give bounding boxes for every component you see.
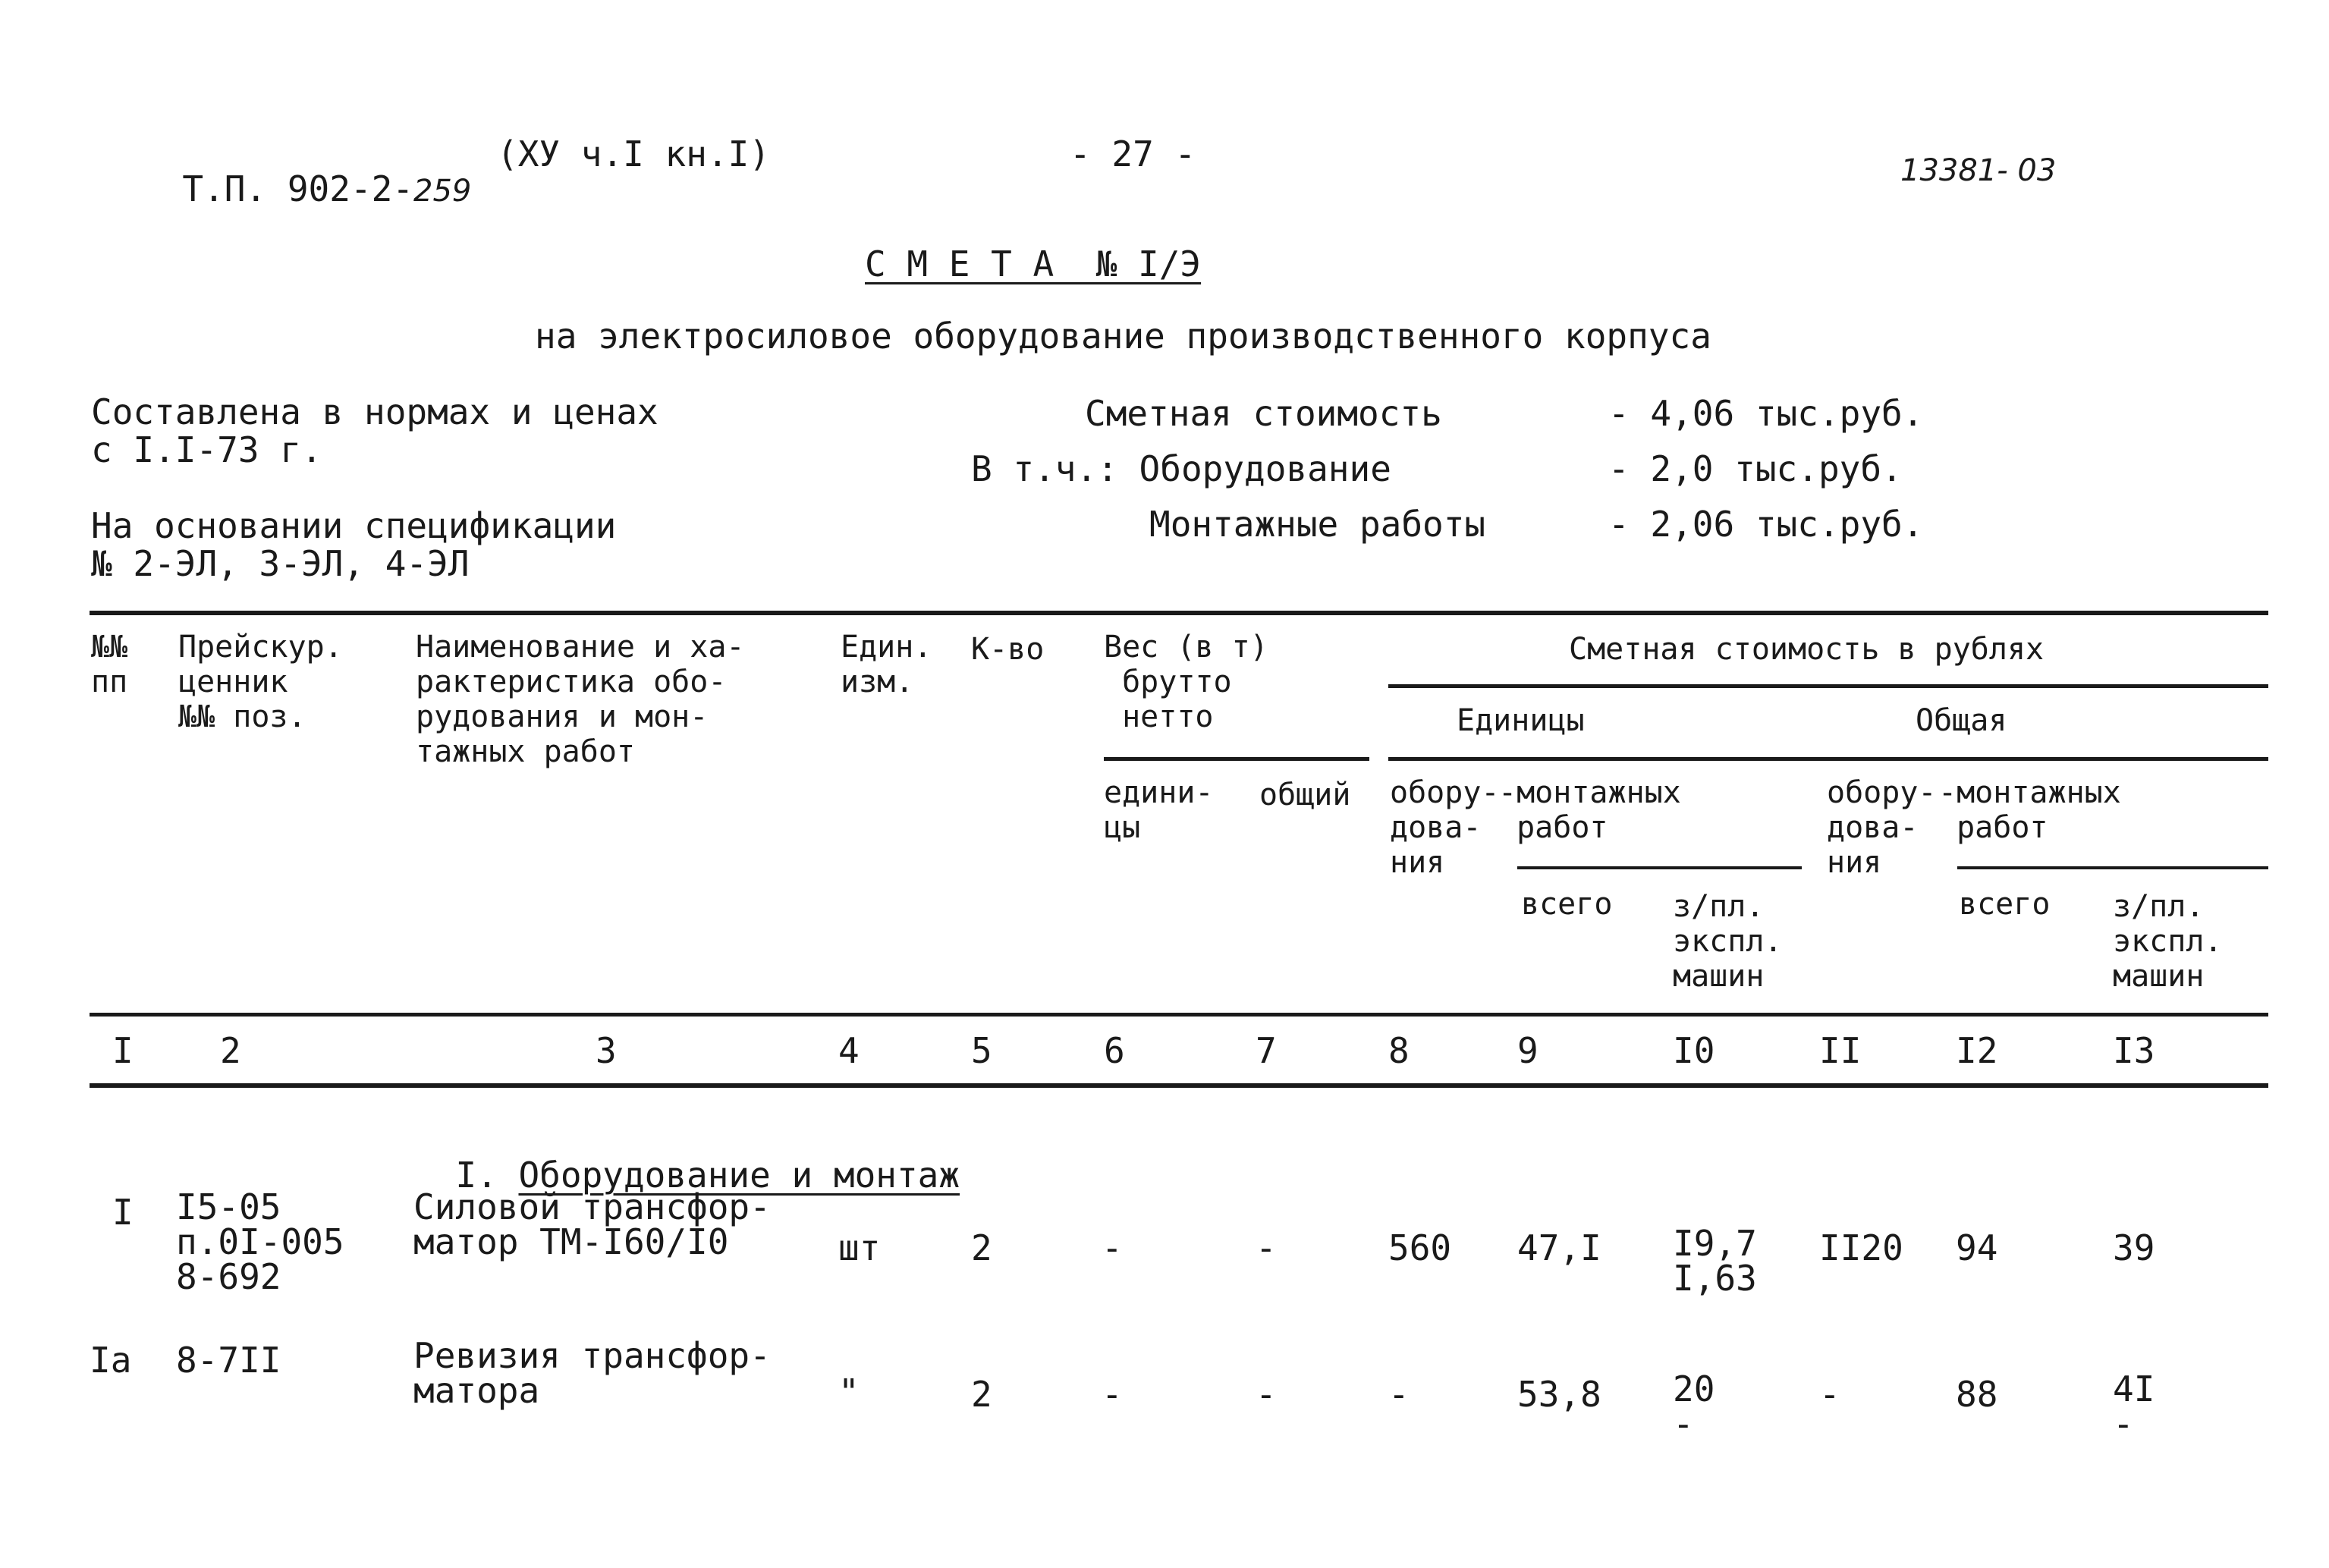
row-1-number: I — [112, 1192, 134, 1233]
header-unit-all: всего — [1521, 887, 1613, 922]
row-1a-unit-equipment: - — [1388, 1374, 1410, 1415]
header-unit-equipment: обору- дова- ния — [1390, 775, 1500, 880]
column-number: I0 — [1673, 1030, 1715, 1071]
compiled-norms: Составлена в нормах и ценах с I.I-73 г. — [91, 391, 658, 470]
row-1a-description: Ревизия трансфор- матора — [413, 1335, 771, 1411]
row-1-quantity: 2 — [971, 1227, 992, 1268]
header-cost-group: Сметная стоимость в рублях — [1569, 632, 2045, 667]
column-number: I2 — [1956, 1030, 1998, 1071]
unit-total-rule — [1388, 757, 2268, 761]
header-quantity: К-во — [971, 632, 1045, 667]
column-number: I3 — [2113, 1030, 2155, 1071]
column-number: I — [112, 1030, 134, 1071]
row-1a-total-wages: 4I - — [2113, 1368, 2155, 1444]
estimate-title: С М Е Т А № I/Э — [865, 244, 1202, 284]
installation-label: Монтажные работы — [1149, 504, 1486, 545]
row-1-total-equipment: II20 — [1819, 1227, 1903, 1268]
install-rule-total — [1957, 866, 2268, 869]
estimate-subtitle: на электросиловое оборудование производственного корпуса — [535, 316, 1711, 357]
header-weight: Вес (в т) брутто нетто — [1104, 630, 1268, 734]
column-number: 6 — [1104, 1030, 1125, 1071]
header-weight-total: общий — [1259, 778, 1351, 812]
cost-group-rule — [1388, 684, 2268, 688]
row-1a-unit-install-total: 53,8 — [1517, 1374, 1601, 1415]
section-number: I. — [455, 1155, 498, 1196]
specification-basis: На основании спецификации № 2-ЭЛ, 3-ЭЛ, 4-ЭЛ — [91, 505, 617, 584]
header-bottom-rule — [90, 1013, 2268, 1017]
header-price-ref: Прейскур. ценник №№ поз. — [178, 630, 343, 734]
column-number: 4 — [838, 1030, 860, 1071]
row-1-unit-install-wages: I9,7 I,63 — [1673, 1223, 1757, 1299]
row-1-weight-unit: - — [1102, 1227, 1123, 1268]
header-unit-wages: з/пл. экспл. машин — [1673, 889, 1783, 994]
row-1-unit-equipment: 560 — [1388, 1227, 1452, 1268]
header-unit-group: Единицы — [1457, 703, 1585, 738]
document-number: 13381- 03 — [1900, 153, 2057, 188]
row-1a-price-ref: 8-7II — [176, 1340, 281, 1381]
header-unit: Един. изм. — [841, 630, 932, 699]
column-number: 5 — [971, 1030, 992, 1071]
row-1-weight-total: - — [1256, 1227, 1277, 1268]
table-top-rule — [90, 611, 2268, 615]
row-1a-quantity: 2 — [971, 1374, 992, 1415]
header-weight-unit: едини- цы — [1104, 775, 1214, 845]
install-rule-unit — [1517, 866, 1802, 869]
header-unit-installation: -монтажных работ — [1498, 775, 1681, 845]
column-number: II — [1819, 1030, 1862, 1071]
header-total-wages: з/пл. экспл. машин — [2113, 889, 2223, 994]
column-number: 8 — [1388, 1030, 1410, 1071]
section-title: Оборудование и монтаж — [518, 1155, 960, 1196]
column-numbers-rule — [90, 1083, 2268, 1088]
row-1a-unit-install-wages: 20 - — [1673, 1368, 1715, 1444]
page-number: - 27 - — [1070, 134, 1196, 174]
section-heading — [413, 1123, 960, 1196]
estimated-cost-value: - 4,06 тыс.руб. — [1608, 393, 1924, 434]
project-code: Т.П. 902-2-259 — [182, 168, 472, 209]
row-1a-number: Iа — [90, 1340, 132, 1381]
estimated-cost-label: Сметная стоимость — [1085, 393, 1442, 434]
row-1-total-wages: 39 — [2113, 1227, 2155, 1268]
header-total-all: всего — [1959, 887, 2051, 922]
column-number: 3 — [596, 1030, 617, 1071]
header-description: Наименование и ха- рактеристика обо- рудования и мон- тажных работ — [416, 630, 745, 769]
column-number: 7 — [1256, 1030, 1277, 1071]
row-1a-weight-total: - — [1256, 1374, 1277, 1415]
row-1-price-ref: I5-05 п.0I-005 8-692 — [176, 1186, 344, 1297]
column-number: 9 — [1517, 1030, 1539, 1071]
row-1a-total-equipment: - — [1819, 1374, 1840, 1415]
equipment-label: В т.ч.: Оборудование — [971, 448, 1391, 489]
volume-label: (ХУ ч.I кн.I) — [497, 134, 771, 174]
row-1-unit: шт — [838, 1227, 881, 1268]
row-1-description: Силовой трансфор- матор ТМ-I60/I0 — [413, 1186, 771, 1262]
row-1a-total-install: 88 — [1956, 1374, 1998, 1415]
header-total-equipment: обору- дова- ния — [1827, 775, 1937, 880]
header-total-installation: -монтажных работ — [1938, 775, 2121, 845]
header-total-group: Общая — [1916, 703, 2007, 738]
project-code-handwritten: 259 — [413, 174, 472, 209]
row-1a-unit: " — [838, 1372, 860, 1412]
row-1-total-install: 94 — [1956, 1227, 1998, 1268]
weight-rule — [1104, 757, 1369, 761]
header-row-number: №№ пп — [91, 630, 128, 699]
row-1a-weight-unit: - — [1102, 1374, 1123, 1415]
column-number: 2 — [220, 1030, 241, 1071]
equipment-value: - 2,0 тыс.руб. — [1608, 448, 1903, 489]
installation-value: - 2,06 тыс.руб. — [1608, 504, 1924, 545]
row-1-unit-install-total: 47,I — [1517, 1227, 1601, 1268]
